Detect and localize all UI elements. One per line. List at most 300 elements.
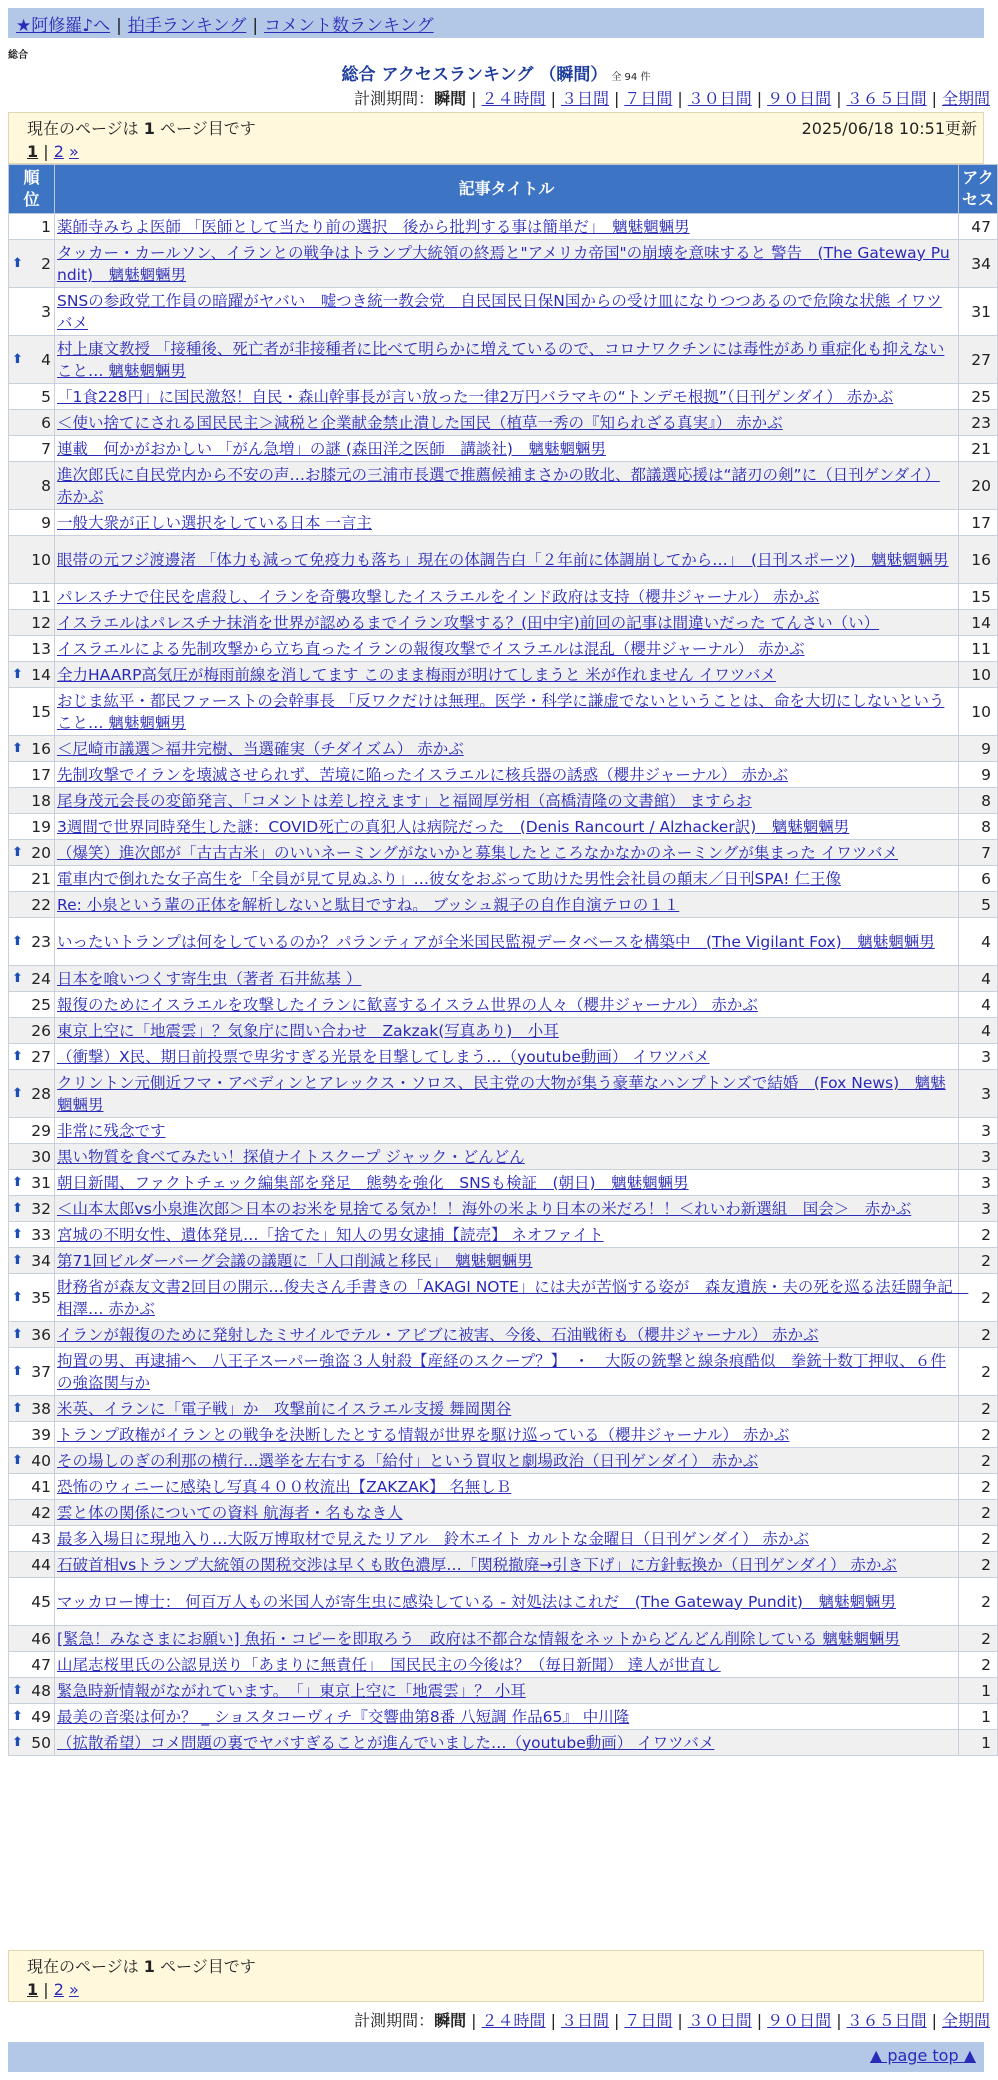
article-link[interactable]: 黒い物質を食べてみたい！探偵ナイトスクープ ジャック・どんどん [57,1147,525,1166]
access-count: 4 [959,918,998,966]
current-page: 1 [27,1980,39,1999]
article-link[interactable]: 非常に残念です [57,1121,166,1140]
rank-cell [9,1018,55,1044]
access-count: 2 [959,1222,998,1248]
table-row [9,1322,998,1348]
rank-cell [9,436,55,462]
table-row [9,736,998,762]
access-count: 8 [959,788,998,814]
period-separator: | [677,2011,683,2030]
access-count: 23 [959,410,998,436]
title-cell [55,1018,959,1044]
article-link[interactable]: 最美の音楽は何か？ _ ショスタコーヴィチ『交響曲第8番 八短調 作品65』 中川隆 [57,1707,630,1726]
rank-number: 11 [31,587,51,606]
table-row [9,240,998,288]
rank-number: 43 [31,1529,51,1548]
period-link[interactable]: ２４時間 [481,89,546,108]
table-row [9,1730,998,1756]
table-row [9,510,998,536]
rank-up-arrow-icon: ⬆ [12,1400,23,1416]
rank-number: 31 [31,1173,51,1192]
rank-number: 47 [31,1655,51,1674]
title-cell [55,288,959,336]
access-count: 17 [959,510,998,536]
period-label: 計測期間： [354,89,435,108]
access-count: 2 [959,1322,998,1348]
access-count: 2 [959,1248,998,1274]
table-row [9,1652,998,1678]
rank-cell [9,1170,55,1196]
rank-cell [9,1500,55,1526]
rank-cell [9,814,55,840]
title-cell [55,1448,959,1474]
rank-cell [9,240,55,288]
title-cell [55,384,959,410]
period-separator: | [836,89,842,108]
rank-number: 38 [31,1399,51,1418]
article-link[interactable]: （衝撃）X民、期日前投票で卑劣すぎる光景を目撃してしまう…（youtube動画） イワツバメ [57,1047,710,1066]
table-row [9,866,998,892]
article-link[interactable]: タッカー・カールソン、イランとの戦争はトランプ大統領の終焉と"アメリカ帝国"の崩壊を意味すると 警告 (The Gateway Pundit) 魑魅魍魎男 [57,243,950,284]
rank-number: 1 [41,217,51,236]
table-row [9,992,998,1018]
rank-number: 39 [31,1425,51,1444]
article-link[interactable]: 進次郎氏に自民党内から不安の声…お膝元の三浦市長選で推薦候補まさかの敗北、都議選応援は“諸刃の剣”に（日刊ゲンダイ） 赤かぶ [57,465,940,506]
rank-cell [9,1474,55,1500]
table-row [9,462,998,510]
page-numbers: 1 | 2 » [27,142,79,161]
table-row [9,1348,998,1396]
period-link[interactable]: 全期間 [941,2011,990,2030]
rank-number: 2 [41,254,51,273]
rank-cell [9,1704,55,1730]
article-link[interactable]: （爆笑）進次郎が「古古古米」のいいネーミングがないかと募集したところなかなかのネーミングが集まった イワツバメ [57,843,899,862]
rank-number: 24 [31,969,51,988]
article-link[interactable]: 尾身茂元会長の変節発言、「コメントは差し控えます」と福岡厚労相（高橋清隆の文書館） ますらお [57,791,752,810]
rank-cell [9,1248,55,1274]
rank-number: 30 [31,1147,51,1166]
period-separator: | [550,89,556,108]
rank-number: 33 [31,1225,51,1244]
article-link[interactable]: その場しのぎの利那の横行…選挙を左右する「給付」という買収と劇場政治（日刊ゲンダイ） 赤かぶ [57,1451,759,1470]
table-row [9,918,998,966]
access-count: 9 [959,762,998,788]
rank-up-arrow-icon: ⬆ [12,1252,23,1268]
title-cell [55,410,959,436]
article-link[interactable]: 石破首相vsトランプ大統領の関税交渉は早くも敗色濃厚…「関税撤廃→引き下げ」に方針転換か（日刊ゲンダイ） 赤かぶ [57,1555,897,1574]
access-count: 2 [959,1652,998,1678]
pager-status: 現在のページは 1 ページ目です [27,1957,256,1976]
rank-number: 22 [31,895,51,914]
table-row [9,1474,998,1500]
article-link[interactable]: 一般大衆が正しい選択をしている日本 一言主 [57,513,372,532]
period-selector-bottom [354,2008,990,2031]
rank-number: 18 [31,791,51,810]
title-cell [55,1274,969,1322]
pager-status: 現在のページは 1 ページ目です [27,119,256,138]
rank-number: 34 [31,1251,51,1270]
table-row [9,1018,998,1044]
period-link[interactable]: ３０日間 [687,89,752,108]
access-count: 25 [959,384,998,410]
article-link[interactable]: 先制攻撃でイランを壊滅させられず、苦境に陥ったイスラエルに核兵器の誘惑（櫻井ジャーナル） 赤かぶ [57,765,788,784]
title-cell [55,1730,959,1756]
access-count: 2 [959,1448,998,1474]
footer-bar [8,2042,984,2072]
table-row [9,584,998,610]
title-cell [55,1396,959,1422]
period-separator: | [931,2011,937,2030]
title-cell [55,336,959,384]
article-link[interactable]: パレスチナで住民を虐殺し、イランを奇襲攻撃したイスラエルをインド政府は支持（櫻井ジャーナル） 赤かぶ [57,587,820,606]
title-cell [55,762,959,788]
title-cell [55,1500,959,1526]
table-row [9,966,998,992]
rank-cell [9,1196,55,1222]
page-2-link[interactable]: 2 [53,142,64,161]
title-cell [55,662,959,688]
rank-number: 49 [31,1707,51,1726]
rank-up-arrow-icon: ⬆ [12,970,23,986]
rank-number: 13 [31,639,51,658]
table-row [9,536,998,584]
title-cell [55,536,959,584]
access-count: 8 [959,814,998,840]
access-count: 7 [959,840,998,866]
table-row [9,1578,998,1626]
rank-number: 7 [41,439,51,458]
article-link[interactable]: 眼帯の元フジ渡邊渚 「体力も減って免疫力も落ち」現在の体調告白「２年前に体調崩してから…」 (日刊スポーツ) 魑魅魍魎男 [57,550,949,569]
rank-number: 17 [31,765,51,784]
table-row [9,1274,998,1322]
rank-cell [9,918,55,966]
article-link[interactable]: 「1食228円」に国民激怒！自民・森山幹事長が言い放った一律2万円バラマキの“トンデモ根拠”（日刊ゲンダイ） 赤かぶ [57,387,894,406]
rank-cell [9,1118,55,1144]
access-count: 1 [959,1678,998,1704]
period-separator: | [613,2011,620,2030]
page-numbers: 1 | 2 » [27,1980,79,1999]
title-cell [55,214,959,240]
access-count: 47 [959,214,998,240]
access-count: 4 [959,966,998,992]
rank-cell [9,1552,55,1578]
period-link[interactable]: ９０日間 [767,2011,832,2030]
rank-cell [9,1274,55,1322]
period-separator: | [756,89,763,108]
rank-number: 9 [41,513,51,532]
rank-number: 37 [31,1362,51,1381]
table-row [9,814,998,840]
rank-number: 29 [31,1121,51,1140]
title-cell [55,1704,959,1730]
rank-cell [9,762,55,788]
pager-top [8,112,984,164]
nav-separator: | [252,16,259,36]
access-count: 4 [959,1018,998,1044]
title-cell [55,1526,959,1552]
clap-ranking-link[interactable]: 拍手ランキング [127,16,247,36]
article-link[interactable]: 全力HAARP高気圧が梅雨前線を消してます このまま梅雨が明けてしまうと 米が作れません イワツバメ [57,665,776,684]
table-row [9,384,998,410]
title-cell [55,918,959,966]
title-cell [55,688,959,736]
nav-separator: | [116,16,122,36]
period-link[interactable]: ７日間 [624,2011,673,2030]
title-cell [55,814,959,840]
total-count: 全 94 件 [611,72,651,83]
access-count: 3 [959,1118,998,1144]
table-row [9,1222,998,1248]
period-selector-top [354,86,990,109]
rank-cell [9,688,55,736]
title-cell [55,1196,959,1222]
rank-number: 10 [31,550,51,569]
article-link[interactable]: イスラエルによる先制攻撃から立ち直ったイランの報復攻撃でイスラエルは混乱（櫻井ジャーナル） 赤かぶ [57,639,805,658]
rank-number: 40 [31,1451,51,1470]
article-link[interactable]: イスラエルはパレスチナ抹消を世界が認めるまでイラン攻撃する？(田中宇)前回の記事は間違いだった てんさい（い） [57,613,880,632]
access-count: 9 [959,736,998,762]
rank-number: 45 [31,1592,51,1611]
article-link[interactable]: [緊急！みなさまにお願い] 魚拓・コピーを即取ろう 政府は不都合な情報をネットからどんどん削除している 魑魅魍魎男 [57,1629,900,1648]
rank-header: 順 位 [9,165,55,214]
rank-number: 8 [41,476,51,495]
article-link[interactable]: ＜使い捨てにされる国民民主＞減税と企業献金禁止潰した国民（植草一秀の『知られざる真実』） 赤かぶ [57,413,783,432]
rank-cell [9,1348,55,1396]
article-link[interactable]: おじま紘平・都民ファーストの会幹事長 「反ワクだけは無理。医学・科学に謙虚でないということは、命を大切にしないということ… 魑魅魍魎男 [57,691,945,732]
article-link[interactable]: 緊急時新情報がながれています。 「」東京上空に「地震雲」？ 小耳 [57,1681,526,1700]
access-count: 2 [959,1348,998,1396]
table-row [9,1396,998,1422]
rank-cell [9,966,55,992]
table-row [9,1144,998,1170]
access-count: 11 [959,636,998,662]
rank-up-arrow-icon: ⬆ [12,1734,23,1750]
rank-cell [9,662,55,688]
rank-up-arrow-icon: ⬆ [12,1452,23,1468]
article-link[interactable]: 電車内で倒れた女子高生を「全員が見て見ぬふり」…彼女をおぶって助けた男性会社員の顛末／日刊SPA! 仁王像 [57,869,841,888]
article-link[interactable]: 朝日新聞、ファクトチェック編集部を発足 態勢を強化 SNSも検証 (朝日) 魑魅魍魎男 [57,1173,689,1192]
rank-cell [9,636,55,662]
page-2-link[interactable]: 2 [53,1980,64,1999]
period-link[interactable]: ３６５日間 [846,2011,927,2030]
period-link[interactable]: ７日間 [624,89,673,108]
period-link[interactable]: ３０日間 [687,2011,752,2030]
title-cell [55,736,959,762]
title-cell [55,462,959,510]
rank-cell [9,584,55,610]
access-count: 31 [959,288,998,336]
next-page-link[interactable]: » [68,142,79,161]
access-count: 3 [959,1044,998,1070]
rank-number: 4 [41,350,51,369]
article-link[interactable]: マッカロー博士： 何百万人もの米国人が寄生虫に感染している - 対処法はこれだ (The Gateway Pundit) 魑魅魍魎男 [57,1592,896,1611]
access-count: 3 [959,1144,998,1170]
title-cell [55,1626,959,1652]
article-link[interactable]: 報復のためにイスラエルを攻撃したイランに歓喜するイスラム世界の人々（櫻井ジャーナル） 赤かぶ [57,995,758,1014]
article-link[interactable]: いったいトランプは何をしているのか？パランティアが全米国民監視データベースを構築中 (The Vigilant Fox) 魑魅魍魎男 [57,932,935,951]
rank-cell [9,410,55,436]
page-top-link[interactable]: ▲ page top ▲ [869,2046,976,2065]
title-cell [55,584,959,610]
rank-number: 3 [41,302,51,321]
access-count: 2 [959,1422,998,1448]
rank-number: 42 [31,1503,51,1522]
access-count: 34 [959,240,998,288]
period-link[interactable]: ３日間 [560,2011,609,2030]
article-link[interactable]: 恐怖のウィニーに感染し写真４００枚流出【ZAKZAK】 名無しＢ [57,1477,512,1496]
article-link[interactable]: 拘置の男、再逮捕へ 八王子スーパー強盗３人射殺【産経のスクープ？】 ・ 大阪の銃撃と線条痕酷似 拳銃十数丁押収、６件の強盗関与か [57,1351,946,1392]
period-link[interactable]: 全期間 [941,89,990,108]
period-link[interactable]: ９０日間 [767,89,832,108]
home-link[interactable]: ★阿修羅♪へ [16,16,111,36]
rank-number: 14 [31,665,51,684]
article-link[interactable]: 3週間で世界同時発生した謎：COVID死亡の真犯人は病院だった (Denis Rancourt / Alzhacker訳) 魑魅魍魎男 [57,817,850,836]
rank-cell [9,1422,55,1448]
article-link[interactable]: SNSの参政党工作員の暗躍がヤバい 嘘つき統一教会党 自民国民日保N国からの受け皿になりつつあるので危険な状態 イワツバメ [57,291,942,332]
article-link[interactable]: （拡散希望）コメ問題の裏でヤバすぎることが進んでいました…（youtube動画） イワツバメ [57,1733,715,1752]
access-count: 27 [959,336,998,384]
access-count: 10 [959,662,998,688]
title-cell [55,1170,959,1196]
article-link[interactable]: ＜尼崎市議選＞福井完樹、当選確実（チダイズム） 赤かぶ [57,739,464,758]
rank-cell [9,892,55,918]
table-row [9,1704,998,1730]
table-row [9,1526,998,1552]
period-separator: | [471,2011,477,2030]
table-header [9,165,998,214]
article-link[interactable]: 山尾志桜里氏の公認見送り「あまりに無責任」 国民民主の今後は？（毎日新聞） 達人が世直し [57,1655,721,1674]
period-link[interactable]: ３６５日間 [846,89,927,108]
rank-cell [9,1730,55,1756]
table-row [9,1196,998,1222]
title-cell [55,1422,959,1448]
rank-cell [9,462,55,510]
table-row [9,840,998,866]
rank-cell [9,866,55,892]
title-cell [55,1322,959,1348]
article-link[interactable]: 最多入場日に現地入り…大阪万博取材で見えたリアル 鈴木エイト カルトな金曜日（日刊ゲンダイ） 赤かぶ [57,1529,809,1548]
article-link[interactable]: ＜山本太郎vs小泉進次郎＞日本のお米を見捨てる気か！！海外の米より日本の米だろ！！＜れいわ新選組 国会＞ 赤かぶ [57,1199,912,1218]
rank-cell [9,736,55,762]
period-separator: | [613,89,620,108]
access-count: 20 [959,462,998,510]
table-row [9,788,998,814]
rank-cell [9,1044,55,1070]
rank-up-arrow-icon: ⬆ [12,1708,23,1724]
title-cell [55,1144,959,1170]
access-count: 14 [959,610,998,636]
period-label: 計測期間： [354,2011,435,2030]
table-row [9,688,998,736]
page-title [0,60,992,85]
access-count: 2 [959,1500,998,1526]
title-cell [55,866,959,892]
next-page-link[interactable]: » [68,1980,79,1999]
access-count: 10 [959,688,998,736]
period-current: 瞬間 [434,89,467,108]
title-header: 記事タイトル [55,165,959,214]
rank-up-arrow-icon: ⬆ [12,1226,23,1242]
title-cell [55,966,959,992]
rank-up-arrow-icon: ⬆ [12,844,23,860]
article-link[interactable]: 連載 何かがおかしい 「がん急増」の謎 (森田洋之医師 講談社) 魑魅魍魎男 [57,439,606,458]
rank-up-arrow-icon: ⬆ [12,1048,23,1064]
table-row [9,892,998,918]
title-cell [55,992,959,1018]
top-nav-bar [8,8,984,38]
table-row [9,1118,998,1144]
table-row [9,762,998,788]
access-count: 2 [959,1526,998,1552]
article-link[interactable]: トランプ政権がイランとの戦争を決断したとする情報が世界を駆け巡っている（櫻井ジャーナル） 赤かぶ [57,1425,790,1444]
comment-ranking-link[interactable]: コメント数ランキング [264,16,434,36]
period-separator: | [471,89,477,108]
period-link[interactable]: ３日間 [560,89,609,108]
title-cell [55,1552,959,1578]
period-separator: | [677,89,683,108]
rank-cell [9,610,55,636]
period-current: 瞬間 [434,2011,467,2030]
rank-number: 12 [31,613,51,632]
rank-up-arrow-icon: ⬆ [12,666,23,682]
table-row [9,288,998,336]
access-count: 3 [959,1170,998,1196]
article-link[interactable]: イランが報復のために発射したミサイルでテル・アビブに被害、今後、石油戦術も（櫻井ジャーナル） 赤かぶ [57,1325,819,1344]
article-link[interactable]: 薬師寺みちよ医師 「医師として当たり前の選択 後から批判する事は簡単だ」 魑魅魍魎男 [57,217,690,236]
title-cell [55,1044,959,1070]
rank-cell [9,1448,55,1474]
rank-number: 25 [31,995,51,1014]
access-count: 21 [959,436,998,462]
rank-number: 46 [31,1629,51,1648]
rank-cell [9,288,55,336]
article-link[interactable]: 東京上空に「地震雲」？気象庁に問い合わせ Zakzak(写真あり) 小耳 [57,1021,559,1040]
table-row [9,1422,998,1448]
period-link[interactable]: ２４時間 [481,2011,546,2030]
article-link[interactable]: 村上康文教授 「接種後、死亡者が非接種者に比べて明らかに増えているので、コロナワクチンには毒性があり重症化も抑えないこと… 魑魅魍魎男 [57,339,945,380]
article-link[interactable]: 米英、イランに「電子戦」か 攻撃前にイスラエル支援 舞岡関谷 [57,1399,512,1418]
rank-cell [9,1678,55,1704]
access-count: 2 [959,1552,998,1578]
access-count: 6 [959,866,998,892]
article-link[interactable]: 宮城の不明女性、遺体発見…「捨てた」知人の男女逮捕【読売】 ネオファイト [57,1225,604,1244]
title-cell [55,510,959,536]
article-link[interactable]: 日本を喰いつくす寄生虫（著者 石井紘基 ） [57,969,362,988]
access-count: 2 [959,1396,998,1422]
title-cell [55,892,959,918]
title-cell [55,788,959,814]
rank-number: 23 [31,932,51,951]
access-count: 4 [959,992,998,1018]
rank-cell [9,1070,55,1118]
rank-cell [9,1526,55,1552]
title-cell [55,1348,959,1396]
rank-cell [9,1652,55,1678]
rank-number: 41 [31,1477,51,1496]
article-link[interactable]: Re: 小泉という輩の正体を解析しないと駄目ですね。 ブッシュ親子の自作自演テロの１１ [57,895,680,914]
article-link[interactable]: 第71回ビルダーバーグ会議の議題に「人口削減と移民」 魑魅魍魎男 [57,1251,533,1270]
rank-up-arrow-icon: ⬆ [12,1289,23,1305]
table-row [9,1248,998,1274]
article-link[interactable]: クリントン元側近フマ・アベディンとアレックス・ソロス、民主党の大物が集う豪華なハンプトンズで結婚 (Fox News) 魑魅魍魎男 [57,1073,946,1114]
article-link[interactable]: 雲と体の関係についての資料 航海者・名もなき人 [57,1503,403,1522]
current-page: 1 [27,142,39,161]
table-row [9,1448,998,1474]
rank-number: 35 [31,1288,51,1307]
rank-number: 21 [31,869,51,888]
access-count: 3 [959,1196,998,1222]
article-link[interactable]: 財務省が森友文書2回目の開示…俊夫さん手書きの「AKAGI NOTE」には夫が苦悩する姿が 森友遺族・夫の死を巡る法廷闘争記 相澤… 赤かぶ [57,1277,969,1318]
